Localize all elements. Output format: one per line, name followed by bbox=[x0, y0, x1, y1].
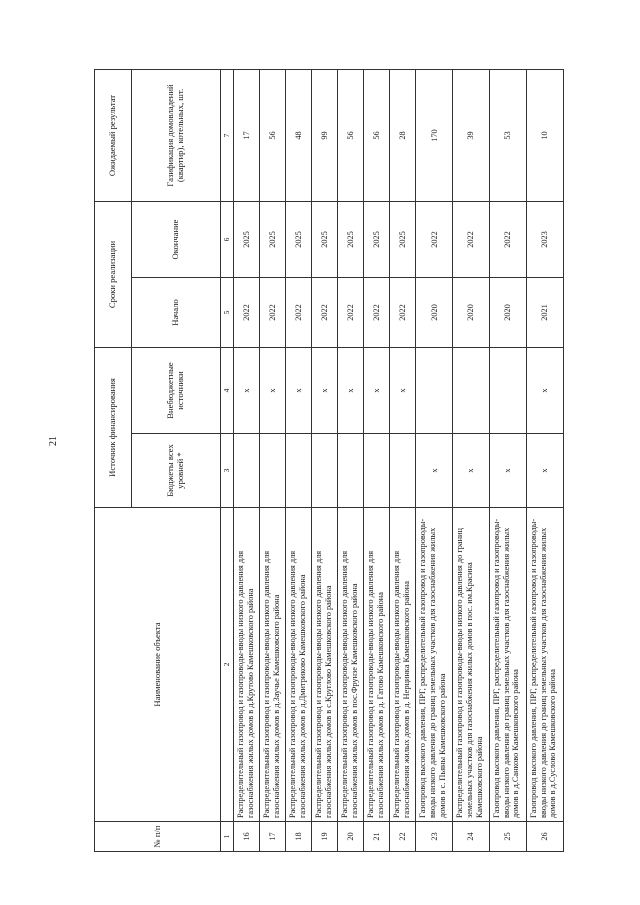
row-number: 16 bbox=[234, 822, 260, 852]
expected-result: 56 bbox=[260, 70, 286, 202]
extrabudget-source: х bbox=[364, 348, 390, 434]
header-terms: Сроки реализации bbox=[95, 202, 132, 348]
object-name: Распределительный газопровод и газопроводы-вводы низкого давления для газоснабжения жилых домов в пос.Фрунзе Камешковского района bbox=[338, 508, 364, 822]
expected-result: 48 bbox=[286, 70, 312, 202]
expected-result: 99 bbox=[312, 70, 338, 202]
extrabudget-source: х bbox=[286, 348, 312, 434]
end-year: 2025 bbox=[286, 202, 312, 278]
expected-result: 39 bbox=[453, 70, 490, 202]
column-index-row bbox=[221, 70, 234, 852]
table-row bbox=[338, 70, 364, 852]
expected-result: 17 bbox=[234, 70, 260, 202]
object-name: Распределительный газопровод и газопроводы-вводы низкого давления для газоснабжения жилых домов в д.Заучье Камешковского района bbox=[260, 508, 286, 822]
header-end: Окончание bbox=[132, 202, 221, 278]
budget-source: х bbox=[490, 434, 527, 508]
end-year: 2025 bbox=[338, 202, 364, 278]
end-year: 2022 bbox=[416, 202, 453, 278]
budget-source bbox=[364, 434, 390, 508]
row-number: 25 bbox=[490, 822, 527, 852]
table-row bbox=[490, 70, 527, 852]
objects-table bbox=[94, 69, 564, 852]
table-row bbox=[364, 70, 390, 852]
end-year: 2022 bbox=[490, 202, 527, 278]
header-budgets: Бюджеты всех уровней * bbox=[132, 434, 221, 508]
header-extrabudget: Внебюджетные источники bbox=[132, 348, 221, 434]
budget-source bbox=[312, 434, 338, 508]
budget-source: х bbox=[453, 434, 490, 508]
expected-result: 56 bbox=[338, 70, 364, 202]
expected-result: 56 bbox=[364, 70, 390, 202]
budget-source: х bbox=[416, 434, 453, 508]
header-result-sub: Газификация домовладений (квартир), котельных, шт. bbox=[132, 70, 221, 202]
row-number: 19 bbox=[312, 822, 338, 852]
expected-result: 53 bbox=[490, 70, 527, 202]
table-row bbox=[527, 70, 564, 852]
header-name: Наименование объекта bbox=[95, 508, 221, 822]
row-number: 17 bbox=[260, 822, 286, 852]
col-index: 3 bbox=[221, 434, 234, 508]
budget-source: х bbox=[527, 434, 564, 508]
budget-source bbox=[260, 434, 286, 508]
object-name: Распределительный газопровод и газопроводы-вводы низкого давления для газоснабжения жилых домов в д. Гатово Камешковского района bbox=[364, 508, 390, 822]
object-name: Газопровод высокого давления, ПРГ, распределительный газопровод и газопроводы-вводы низкого давления до границ земельных участков для газоснабжения жилых домов в д.Суслово Камешковского района bbox=[527, 508, 564, 822]
start-year: 2020 bbox=[490, 278, 527, 348]
header-num: № п/п bbox=[95, 822, 221, 852]
object-name: Газопровод высокого давления, ПРГ, распределительный газопровод и газопроводы-вводы низкого давления до границ земельных участков для газоснабжения жилых домов в д.Санково Камешковского района bbox=[490, 508, 527, 822]
start-year: 2020 bbox=[453, 278, 490, 348]
col-index: 4 bbox=[221, 348, 234, 434]
start-year: 2022 bbox=[364, 278, 390, 348]
start-year: 2021 bbox=[527, 278, 564, 348]
object-name: Распределительный газопровод и газопроводы-вводы низкого давления для газоснабжения жилых домов в д. Нерцинка Камешковского района bbox=[390, 508, 416, 822]
col-index: 2 bbox=[221, 508, 234, 822]
start-year: 2022 bbox=[234, 278, 260, 348]
object-name: Распределительный газопровод и газопроводы-вводы низкого давления до границ земельных участков для газоснабжения жилых домов в пос. им.Красина Камешковского района bbox=[453, 508, 490, 822]
table-row bbox=[453, 70, 490, 852]
budget-source bbox=[286, 434, 312, 508]
row-number: 24 bbox=[453, 822, 490, 852]
end-year: 2022 bbox=[453, 202, 490, 278]
expected-result: 28 bbox=[390, 70, 416, 202]
row-number: 20 bbox=[338, 822, 364, 852]
col-index: 7 bbox=[221, 70, 234, 202]
start-year: 2022 bbox=[312, 278, 338, 348]
start-year: 2022 bbox=[286, 278, 312, 348]
row-number: 18 bbox=[286, 822, 312, 852]
col-index: 6 bbox=[221, 202, 234, 278]
col-index: 5 bbox=[221, 278, 234, 348]
end-year: 2023 bbox=[527, 202, 564, 278]
extrabudget-source: х bbox=[234, 348, 260, 434]
budget-source bbox=[338, 434, 364, 508]
row-number: 21 bbox=[364, 822, 390, 852]
extrabudget-source bbox=[490, 348, 527, 434]
extrabudget-source bbox=[453, 348, 490, 434]
start-year: 2022 bbox=[338, 278, 364, 348]
object-name: Распределительный газопровод и газопроводы-вводы низкого давления для газоснабжения жилых домов в с.Круглово Камешковского района bbox=[312, 508, 338, 822]
rotated-table-wrapper bbox=[94, 70, 564, 852]
expected-result: 170 bbox=[416, 70, 453, 202]
header-result: Ожидаемый результат bbox=[95, 70, 132, 202]
table-row bbox=[234, 70, 260, 852]
object-name: Распределительный газопровод и газопроводы-вводы низкого давления для газоснабжения жилых домов в д.Дмитриково Камешковского района bbox=[286, 508, 312, 822]
start-year: 2022 bbox=[390, 278, 416, 348]
extrabudget-source: х bbox=[338, 348, 364, 434]
table-row bbox=[416, 70, 453, 852]
table-row bbox=[390, 70, 416, 852]
start-year: 2022 bbox=[260, 278, 286, 348]
extrabudget-source bbox=[416, 348, 453, 434]
extrabudget-source: х bbox=[390, 348, 416, 434]
object-name: Распределительный газопровод и газопроводы-вводы низкого давления для газоснабжения жилых домов в д.Крутово Камешковского района bbox=[234, 508, 260, 822]
end-year: 2025 bbox=[390, 202, 416, 278]
row-number: 26 bbox=[527, 822, 564, 852]
budget-source bbox=[234, 434, 260, 508]
end-year: 2025 bbox=[364, 202, 390, 278]
end-year: 2025 bbox=[234, 202, 260, 278]
col-index: 1 bbox=[221, 822, 234, 852]
extrabudget-source: х bbox=[312, 348, 338, 434]
extrabudget-source: х bbox=[527, 348, 564, 434]
extrabudget-source: х bbox=[260, 348, 286, 434]
start-year: 2020 bbox=[416, 278, 453, 348]
end-year: 2025 bbox=[260, 202, 286, 278]
expected-result: 10 bbox=[527, 70, 564, 202]
table-row bbox=[312, 70, 338, 852]
header-financing: Источник финансирования bbox=[95, 348, 132, 508]
object-name: Газопровод высокого давления, ПРГ, распределительный газопровод и газопроводы-вводы низкого давления до границ земельных участков для газоснабжения жилых домов в с. Пьяны Камешковского района bbox=[416, 508, 453, 822]
table-row bbox=[260, 70, 286, 852]
budget-source bbox=[390, 434, 416, 508]
header-start: Начало bbox=[132, 278, 221, 348]
table-row bbox=[286, 70, 312, 852]
end-year: 2025 bbox=[312, 202, 338, 278]
row-number: 23 bbox=[416, 822, 453, 852]
row-number: 22 bbox=[390, 822, 416, 852]
page-number: 21 bbox=[48, 436, 59, 446]
